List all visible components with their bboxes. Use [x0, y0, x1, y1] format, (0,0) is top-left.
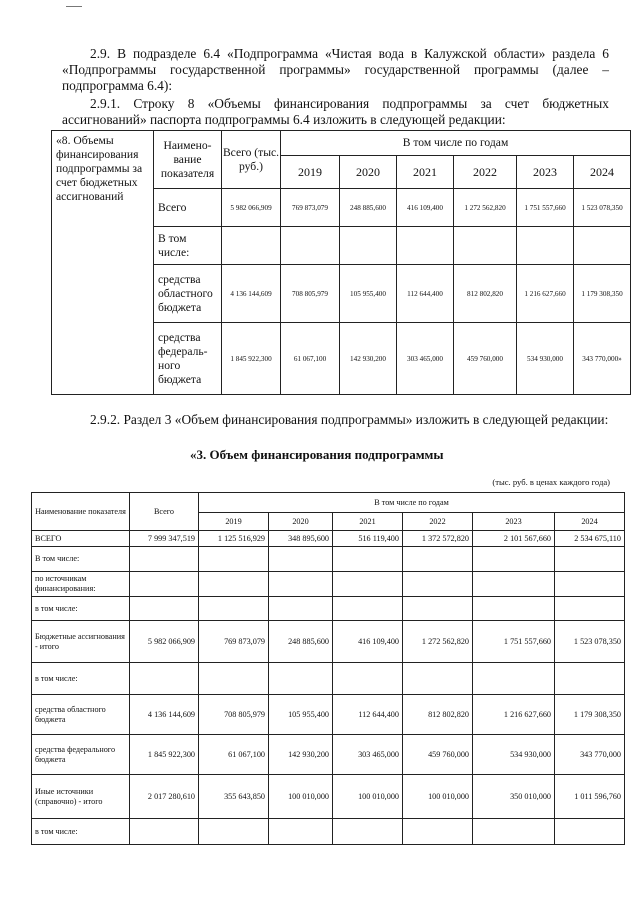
row-total: 4 136 144,609	[130, 695, 199, 735]
table-row	[32, 695, 625, 735]
cell-value: 1 011 596,760	[555, 775, 625, 819]
table-row	[32, 663, 625, 695]
cell-value	[269, 819, 333, 845]
cell-value: 112 644,400	[397, 265, 454, 323]
cell-value: 2 101 567,660	[473, 531, 555, 547]
col-header-name: Наимено-вание показателя	[154, 131, 222, 189]
row-label: В том числе:	[32, 547, 130, 572]
cell-value: 248 885,600	[269, 621, 333, 663]
row-label: в том числе:	[32, 663, 130, 695]
cell-value: 769 873,079	[199, 621, 269, 663]
cell-value: 1 751 557,660	[473, 621, 555, 663]
cell-value	[473, 572, 555, 597]
row-label: в том числе:	[32, 819, 130, 845]
year-header: 2023	[517, 156, 574, 189]
cell-value	[269, 547, 333, 572]
cell-value	[269, 597, 333, 621]
row-total	[130, 663, 199, 695]
cell-value: 1 523 078,350	[574, 189, 631, 227]
cell-value	[340, 227, 397, 265]
cell-value	[397, 227, 454, 265]
cell-value: 142 930,200	[340, 323, 397, 395]
cell-value: 708 805,979	[281, 265, 340, 323]
col-header-name: Наименование показателя	[32, 493, 130, 531]
cell-value	[555, 819, 625, 845]
cell-value: 248 885,600	[340, 189, 397, 227]
cell-value	[517, 227, 574, 265]
cell-value	[555, 572, 625, 597]
cell-value: 2 534 675,110	[555, 531, 625, 547]
table-row	[32, 597, 625, 621]
cell-value: 1 751 557,660	[517, 189, 574, 227]
cell-value	[269, 572, 333, 597]
col-header-total: Всего	[130, 493, 199, 531]
cell-value: 355 643,850	[199, 775, 269, 819]
row-total: 7 999 347,519	[130, 531, 199, 547]
row-total	[222, 227, 281, 265]
cell-value	[199, 547, 269, 572]
cell-value: 1 216 627,660	[517, 265, 574, 323]
table-row	[32, 819, 625, 845]
year-header: 2020	[269, 513, 333, 531]
section-3-title: «3. Объем финансирования подпрограммы	[190, 447, 444, 462]
table-row	[32, 735, 625, 775]
cell-value	[333, 597, 403, 621]
cell-value	[473, 547, 555, 572]
cell-value: 534 930,000	[517, 323, 574, 395]
cell-value: 1 179 308,350	[574, 265, 631, 323]
cell-value: 100 010,000	[403, 775, 473, 819]
year-header: 2024	[574, 156, 631, 189]
year-header: 2020	[340, 156, 397, 189]
row-label: В том числе:	[154, 227, 222, 265]
year-header: 2022	[403, 513, 473, 531]
table-row	[32, 547, 625, 572]
row-total: 4 136 144,609	[222, 265, 281, 323]
cell-value	[333, 572, 403, 597]
cell-value: 348 895,600	[269, 531, 333, 547]
cell-value	[269, 663, 333, 695]
cell-value: 812 802,820	[454, 265, 517, 323]
passport-table	[51, 130, 631, 395]
cell-value: 708 805,979	[199, 695, 269, 735]
cell-value: 1 523 078,350	[555, 621, 625, 663]
cell-value: 1 216 627,660	[473, 695, 555, 735]
cell-value	[403, 597, 473, 621]
cell-value	[473, 819, 555, 845]
cell-value: 343 770,000	[555, 735, 625, 775]
row-label: Всего	[154, 189, 222, 227]
cell-value: 1 125 516,929	[199, 531, 269, 547]
cell-value	[199, 572, 269, 597]
cell-value	[199, 597, 269, 621]
paragraph-2-9-2: 2.9.2. Раздел 3 «Объем финансирования подпрограммы» изложить в следующей редакции:	[90, 412, 609, 427]
cell-value: 516 119,400	[333, 531, 403, 547]
row-label: ВСЕГО	[32, 531, 130, 547]
row-label: средства федерального бюджета	[32, 735, 130, 775]
year-header: 2022	[454, 156, 517, 189]
cell-value: 100 010,000	[333, 775, 403, 819]
cell-value: 112 644,400	[333, 695, 403, 735]
cell-value	[333, 819, 403, 845]
cell-value: 61 067,100	[281, 323, 340, 395]
row-total: 5 982 066,909	[130, 621, 199, 663]
cell-value: 303 465,000	[333, 735, 403, 775]
cell-value	[333, 547, 403, 572]
cell-value	[555, 663, 625, 695]
row-label: в том числе:	[32, 597, 130, 621]
cell-value: 142 930,200	[269, 735, 333, 775]
cell-value: 61 067,100	[199, 735, 269, 775]
cell-value: 534 930,000	[473, 735, 555, 775]
row-label: средства областного бюджета	[32, 695, 130, 735]
cell-value	[281, 227, 340, 265]
table-row	[32, 775, 625, 819]
row-total	[130, 572, 199, 597]
table-row	[32, 572, 625, 597]
row-total: 1 845 922,300	[222, 323, 281, 395]
cell-value	[199, 819, 269, 845]
cell-value	[199, 663, 269, 695]
row-label: по источникам финансирования:	[32, 572, 130, 597]
row-total	[130, 819, 199, 845]
cell-value: 105 955,400	[340, 265, 397, 323]
cell-value: 105 955,400	[269, 695, 333, 735]
cell-value: 812 802,820	[403, 695, 473, 735]
year-header: 2019	[281, 156, 340, 189]
row-label: Иные источники (справочно) - итого	[32, 775, 130, 819]
year-header: 2024	[555, 513, 625, 531]
scan-mark	[66, 6, 82, 7]
cell-value: 416 109,400	[397, 189, 454, 227]
row-label: Бюджетные ассигнования - итого	[32, 621, 130, 663]
passport-row-title: «8. Объемы финансирования подпрограммы за счет бюджетных ассигнований	[52, 131, 154, 395]
col-header-years-group: В том числе по годам	[199, 493, 625, 513]
cell-value: 350 010,000	[473, 775, 555, 819]
cell-value	[403, 819, 473, 845]
table-row	[32, 531, 625, 547]
row-total: 5 982 066,909	[222, 189, 281, 227]
paragraph-2-9-1: 2.9.1. Строку 8 «Объемы финансирования подпрограммы за счет бюджетных ассигнований» паспорта подпрограммы 6.4 изложить в следующей редакции:	[62, 96, 609, 127]
cell-value	[473, 663, 555, 695]
row-total	[130, 547, 199, 572]
year-header: 2021	[333, 513, 403, 531]
cell-value: 1 272 562,820	[403, 621, 473, 663]
unit-note: (тыс. руб. в ценах каждого года)	[492, 477, 610, 487]
cell-value: 343 770,000»	[574, 323, 631, 395]
cell-value: 303 465,000	[397, 323, 454, 395]
cell-value: 416 109,400	[333, 621, 403, 663]
cell-value	[574, 227, 631, 265]
paragraph-2-9: 2.9. В подразделе 6.4 «Подпрограмма «Чистая вода в Калужской области» раздела 6 «Подпрограммы государственной программы» государственной программы (далее – подпрограмма 6.4):	[62, 46, 609, 93]
row-total: 2 017 280,610	[130, 775, 199, 819]
cell-value	[403, 547, 473, 572]
col-header-years-group: В том числе по годам	[281, 131, 631, 156]
year-header: 2019	[199, 513, 269, 531]
cell-value: 459 760,000	[403, 735, 473, 775]
cell-value	[555, 547, 625, 572]
cell-value: 1 179 308,350	[555, 695, 625, 735]
cell-value: 100 010,000	[269, 775, 333, 819]
cell-value: 1 272 562,820	[454, 189, 517, 227]
cell-value	[454, 227, 517, 265]
cell-value	[555, 597, 625, 621]
cell-value: 769 873,079	[281, 189, 340, 227]
row-total	[130, 597, 199, 621]
row-label: средства федераль-ного бюджета	[154, 323, 222, 395]
row-label: средства областного бюджета	[154, 265, 222, 323]
col-header-total: Всего (тыс. руб.)	[222, 131, 281, 189]
table-row	[32, 621, 625, 663]
cell-value	[333, 663, 403, 695]
cell-value	[403, 663, 473, 695]
year-header: 2023	[473, 513, 555, 531]
cell-value: 459 760,000	[454, 323, 517, 395]
year-header: 2021	[397, 156, 454, 189]
cell-value	[473, 597, 555, 621]
row-total: 1 845 922,300	[130, 735, 199, 775]
cell-value: 1 372 572,820	[403, 531, 473, 547]
cell-value	[403, 572, 473, 597]
financing-table	[31, 492, 625, 845]
